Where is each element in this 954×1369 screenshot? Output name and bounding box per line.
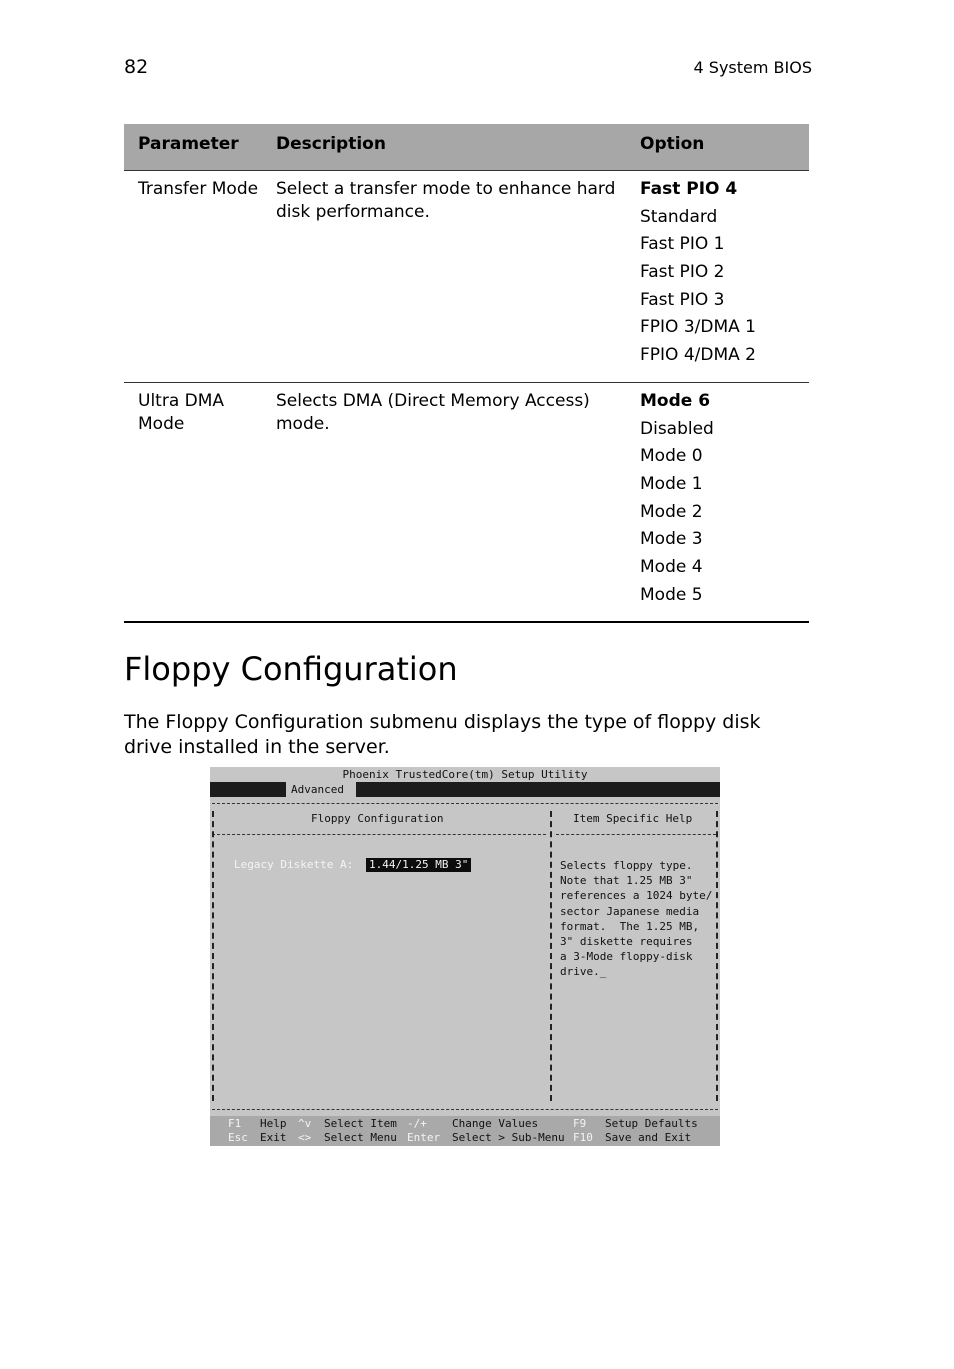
frame-left [212,811,214,1101]
frame-right [716,811,718,1101]
help-line: Selects floppy type. [560,859,693,872]
option-item: Mode 2 [640,501,703,522]
option-item: Mode 5 [640,584,703,605]
option-item: Fast PIO 3 [640,289,725,310]
help-line: format. The 1.25 MB, [560,919,700,933]
bios-screenshot [210,767,720,1146]
option-item: Mode 0 [640,446,703,467]
running-header: 4 System BIOS [693,58,812,77]
parameter-table [124,124,809,623]
f10-label: Save and Exit [605,1131,692,1144]
f9-key: F9 [573,1117,587,1130]
help-line: Note that 1.25 MB 3" [560,874,693,888]
row-description: Selects DMA (Direct Memory Access) mode. [276,391,590,434]
f1-key: F1 [228,1117,242,1130]
frame-bottom [212,1109,718,1110]
plusminus-key: -/+ [407,1117,427,1130]
option-default: Mode 6 [640,391,711,411]
option-item: Mode 4 [640,557,703,578]
legacy-diskette-value[interactable]: 1.44/1.25 MB 3" [366,858,471,872]
header-option: Option [640,134,705,154]
bios-title: Phoenix TrustedCore(tm) Setup Utility [210,767,720,782]
help-line: references a 1024 byte/ [560,889,713,903]
leftright-label: Select Menu [324,1131,397,1144]
panel-title: Floppy Configuration [311,812,444,825]
esc-label: Exit [260,1131,287,1144]
option-item: FPIO 3/DMA 1 [640,317,756,338]
legacy-diskette-label: Legacy Diskette A: [234,858,354,871]
menu-advanced[interactable]: Advanced [286,782,356,797]
option-item: FPIO 4/DMA 2 [640,345,756,366]
header-parameter: Parameter [138,134,239,154]
row-description: Select a transfer mode to enhance hard disk performance. [276,179,616,222]
esc-key: Esc [228,1131,248,1144]
updown-label: Select Item [324,1117,397,1130]
option-default: Fast PIO 4 [640,179,738,199]
help-line: sector Japanese media [560,904,700,918]
frame-middle [550,811,552,1101]
enter-key: Enter [407,1131,441,1144]
help-title: Item Specific Help [573,812,693,825]
table-row [124,383,809,623]
f1-label: Help [260,1117,287,1130]
help-text [560,858,712,980]
f9-label: Setup Defaults [605,1117,698,1130]
bios-menubar [210,782,720,797]
frame-top [212,803,718,804]
page-number: 82 [124,56,149,78]
leftright-key: <> [298,1131,312,1144]
help-divider [556,834,716,835]
option-item: Standard [640,206,718,227]
section-intro: The Floppy Configuration submenu displays the type of floppy disk drive installed in the server. [124,711,761,758]
row-options [640,178,805,372]
table-header [124,124,809,171]
header-description: Description [276,134,386,154]
bios-footer [210,1116,720,1146]
plusminus-label: Change Values [452,1117,539,1130]
help-line: a 3-Mode floppy-disk [560,950,693,964]
option-item: Mode 3 [640,529,703,550]
option-item: Mode 1 [640,474,703,495]
panel-divider [212,834,546,835]
help-line: drive._ [560,965,607,979]
help-line: 3" diskette requires [560,934,693,948]
option-item: Fast PIO 1 [640,234,725,255]
f10-key: F10 [573,1131,593,1144]
section-title: Floppy Configuration [124,650,458,688]
row-options [640,390,805,612]
table-row [124,171,809,383]
option-item: Disabled [640,418,714,439]
updown-key: ^v [298,1117,312,1130]
option-item: Fast PIO 2 [640,262,725,283]
row-parameter: Ultra DMA Mode [138,391,225,434]
enter-label: Select > Sub-Menu [452,1131,565,1144]
row-parameter: Transfer Mode [138,179,259,199]
